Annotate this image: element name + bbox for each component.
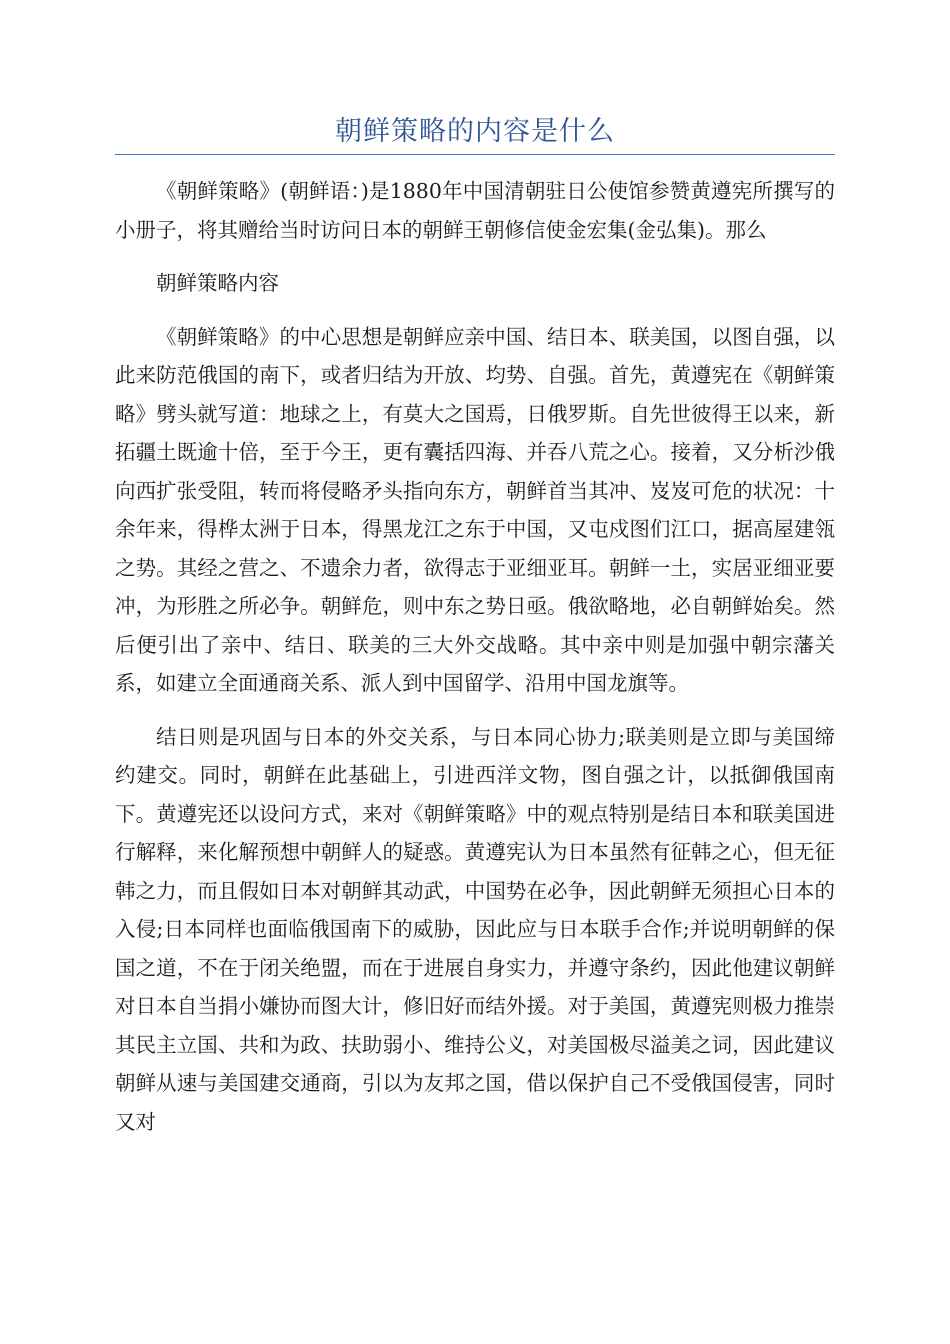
title-underline [115, 154, 835, 155]
document-body [115, 172, 835, 1156]
paragraph-japan-america: 结日则是巩固与日本的外交关系，与日本同心协力;联美则是立即与美国缔约建交。同时，朝鲜在此基础上，引进西洋文物，图自强之计，以抵御俄国南下。黄遵宪还以设问方式，来对《朝鲜策略》中的观点特别是结日本和联美国进行解释，来化解预想中朝鲜人的疑惑。黄遵宪认为日本虽然有征韩之心，但无征韩之力，而且假如日本对朝鲜其动武，中国势在必争，因此朝鲜无须担心日本的入侵;日本同样也面临俄国南下的威胁，因此应与日本联手合作;并说明朝鲜的保国之道，不在于闭关绝盟，而在于进展自身实力，并遵守条约，因此他建议朝鲜对日本自当捐小嫌协而图大计，修旧好而结外援。对于美国，黄遵宪则极力推崇其民主立国、共和为政、扶助弱小、维持公义，对美国极尽溢美之词，因此建议朝鲜从速与美国建交通商，引以为友邦之国，借以保护自己不受俄国侵害，同时又对 [115, 724, 835, 1134]
document-title: 朝鲜策略的内容是什么 [335, 116, 615, 147]
paragraph-intro: 《朝鲜策略》(朝鲜语：)是1880年中国清朝驻日公使馆参赞黄遵宪所撰写的小册子，将其赠给当时访问日本的朝鲜王朝修信使金宏集(金弘集)。那么 [115, 179, 835, 242]
section-heading: 朝鲜策略内容 [156, 271, 279, 295]
paragraph-strategy: 《朝鲜策略》的中心思想是朝鲜应亲中国、结日本、联美国，以图自强，以此来防范俄国的南下，或者归结为开放、均势、自强。首先，黄遵宪在《朝鲜策略》劈头就写道：地球之上，有莫大之国焉，日俄罗斯。自先世彼得王以来，新拓疆土既逾十倍，至于今王，更有囊括四海、并吞八荒之心。接着，又分析沙俄向西扩张受阻，转而将侵略矛头指向东方，朝鲜首当其冲、岌岌可危的状况：十余年来，得桦太洲于日本，得黑龙江之东于中国，又屯戍图们江口，据高屋建瓴之势。其经之营之、不遗余力者，欲得志于亚细亚耳。朝鲜一土，实居亚细亚要冲，为形胜之所必争。朝鲜危，则中东之势日亟。俄欲略地，必自朝鲜始矣。然后便引出了亲中、结日、联美的三大外交战略。其中亲中则是加强中朝宗藩关系，如建立全面通商关系、派人到中国留学、沿用中国龙旗等。 [115, 324, 835, 695]
